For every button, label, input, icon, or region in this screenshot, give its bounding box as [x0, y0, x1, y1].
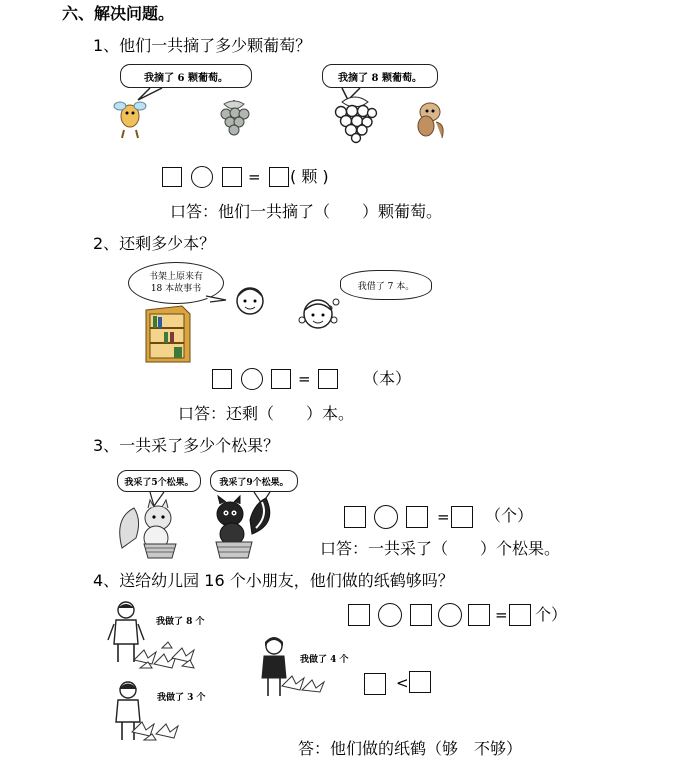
q3-blank-box-1[interactable]: [344, 506, 366, 528]
q4-blank-box-3[interactable]: [468, 604, 490, 626]
q3-answer: 口答：一共采了（ ）个松果。: [320, 539, 561, 558]
q4-operator-circle-1[interactable]: [378, 603, 402, 627]
q3-equals-sign: =: [437, 508, 450, 526]
q3-unit: （个）: [485, 506, 534, 525]
q4-equals-sign: =: [495, 606, 508, 624]
q3-operator-circle[interactable]: [374, 505, 398, 529]
paper-cranes-group-a-icon: [132, 640, 202, 670]
q4-unit: 个）: [535, 605, 568, 624]
q2-question: 2、还剩多少本？: [93, 234, 216, 253]
paper-cranes-group-b-icon: [280, 670, 330, 694]
q4-label-c: 我做了 3 个: [157, 693, 206, 703]
q3-question: 3、一共采了多少个松果？: [93, 436, 280, 455]
q1-speech-bubble-left: 我摘了 6 颗葡萄。: [120, 64, 252, 88]
q4-result-box[interactable]: [509, 604, 531, 626]
q2-bubble-left-line1: 书架上原来有: [148, 272, 203, 282]
q4-label-b: 我做了 4 个: [300, 655, 349, 665]
q3-blank-box-2[interactable]: [406, 506, 428, 528]
q3-speech-bubble-right: 我采了9个松果。: [210, 470, 298, 492]
q4-less-than-sign: <: [396, 674, 409, 692]
skunk-with-basket-icon: [206, 494, 278, 560]
q2-answer: 口答：还剩（ ）本。: [178, 404, 355, 423]
q4-label-a: 我做了 8 个: [156, 617, 205, 627]
q2-thought-bubble-right: 我借了 7 本。: [340, 270, 432, 300]
q2-bubble-left-line2: 18 本故事书: [150, 284, 202, 294]
q1-equals-sign: =: [248, 168, 261, 186]
q3-result-box[interactable]: [451, 506, 473, 528]
q4-operator-circle-2[interactable]: [438, 603, 462, 627]
q1-question: 1、他们一共摘了多少颗葡萄？: [93, 36, 312, 55]
q1-speech-bubble-right: 我摘了 8 颗葡萄。: [322, 64, 438, 88]
q1-answer: 口答：他们一共摘了（ ）颗葡萄。: [170, 202, 443, 221]
q2-equals-sign: =: [298, 370, 311, 388]
q1-unit: ( 颗 ): [290, 167, 329, 186]
q4-compare-box-2[interactable]: [409, 671, 431, 693]
q4-compare-box-1[interactable]: [364, 673, 386, 695]
q2-unit: （本）: [363, 369, 412, 388]
paper-cranes-group-c-icon: [130, 714, 190, 742]
q4-blank-box-1[interactable]: [348, 604, 370, 626]
q4-blank-box-2[interactable]: [410, 604, 432, 626]
q4-question: 4、送给幼儿园 16 个小朋友，他们做的纸鹤够吗？: [93, 571, 454, 590]
q3-speech-bubble-left: 我采了5个松果。: [117, 470, 201, 492]
section-title: 六、解决问题。: [62, 4, 175, 23]
q4-answer: 答：他们做的纸鹤（够 不够）: [298, 739, 523, 758]
squirrel-with-basket-icon: [118, 498, 194, 560]
